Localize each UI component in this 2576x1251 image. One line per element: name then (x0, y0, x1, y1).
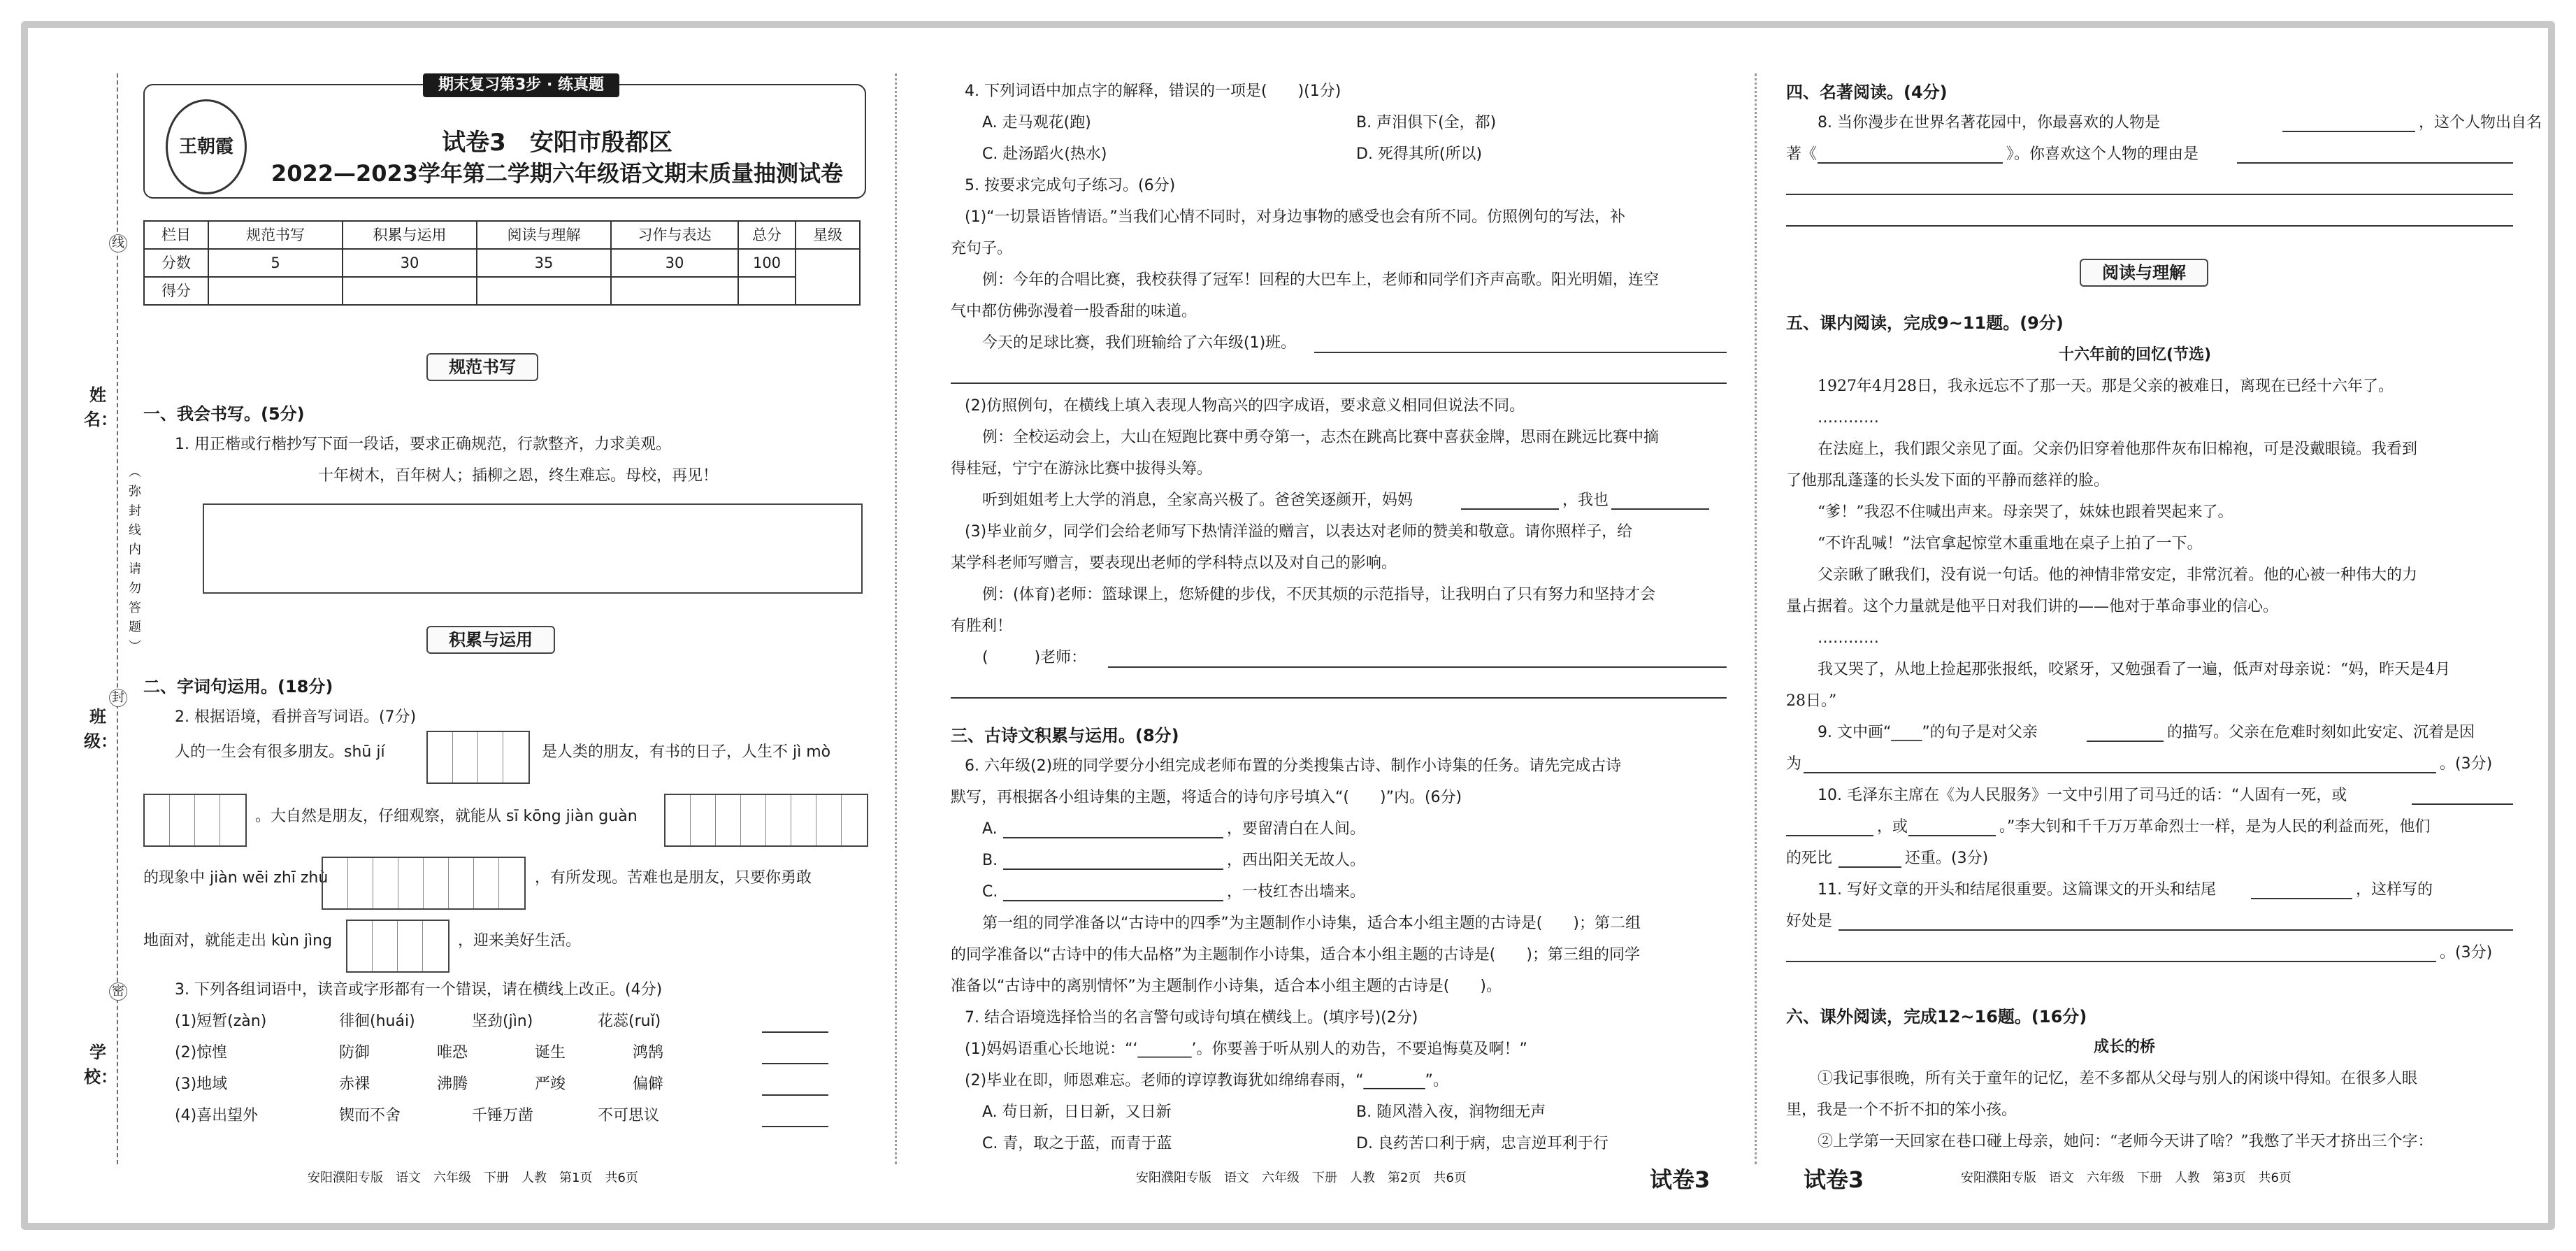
passage-line: ①我记事很晚，所有关于童年的记忆，差不多都从父母与别人的闲谈中得知。在很多人眼 (1818, 1070, 2418, 1087)
poem-label: B. (982, 852, 998, 869)
pinyin-text: 的现象中 jiàn wēi zhī zhù (143, 869, 329, 887)
answer-line[interactable] (1786, 225, 2513, 227)
answer-blank[interactable] (1003, 868, 1223, 870)
score-cell: 30 (611, 249, 738, 277)
row-item: (3)地域 (175, 1075, 228, 1093)
pinyin-text: ，迎来美好生活。 (458, 932, 582, 950)
row-item: 防御 (339, 1044, 370, 1061)
page-footer: 安阳濮阳专版 语文 六年级 下册 人教 第3页 共6页 (1961, 1171, 2291, 1185)
school-label: 学校： (84, 1043, 117, 1087)
question-text: 10. 毛泽东主席在《为人民服务》一文中引用了司马迁的话：“人固有一死，或 (1818, 787, 2347, 804)
passage-line: 我又哭了，从地上捡起那张报纸，咬紧牙，又勉强看了一遍，低声对母亲说：“妈，昨天是4月 (1818, 661, 2451, 678)
question-text: 的同学准备以“古诗中的伟大品格”为主题制作小诗集，适合本小组主题的古诗是( )；第三组的同学 (951, 946, 1640, 964)
writing-box[interactable] (203, 503, 863, 594)
option: D. 死得其所(所以) (1356, 145, 1483, 163)
example-text: 得桂冠，宁宁在游泳比赛中拔得头筹。 (951, 460, 1213, 478)
question-text: (2)仿照例句，在横线上填入表现人物高兴的四字成语，要求意义相同但说法不同。 (965, 397, 1525, 415)
question-text: 好处是 (1786, 913, 1833, 930)
row-item: 严竣 (535, 1075, 566, 1093)
name-label: 姓名： (84, 385, 117, 429)
review-banner: 期末复习第3步 · 练真题 (423, 73, 619, 97)
row-item: 不可思议 (598, 1107, 660, 1124)
question-text: 充句子。 (951, 240, 1013, 257)
passage-line: “不许乱喊！”法官拿起惊堂木重重地在桌子上拍了一下。 (1818, 535, 2203, 552)
question-text: 4. 下列词语中加点字的解释，错误的一项是( )(1分) (965, 83, 1341, 100)
answer-blank[interactable] (2412, 803, 2513, 805)
answer-blank[interactable] (2282, 131, 2415, 132)
score-header: 积累与运用 (343, 221, 477, 249)
option: D. 良药苦口利于病，忠言逆耳利于行 (1356, 1135, 1609, 1152)
question-text: 准备以“古诗中的离别情怀”为主题制作小诗集，适合本小组主题的古诗是( )。 (951, 978, 1502, 995)
answer-blank[interactable] (1003, 837, 1223, 838)
page-footer: 安阳濮阳专版 语文 六年级 下册 人教 第1页 共6页 (308, 1171, 638, 1185)
question-text: 5. 按要求完成句子练习。(6分) (965, 177, 1176, 194)
question-text: ，这个人物出自名 (2419, 114, 2542, 131)
question-text: 的死比 (1786, 850, 1833, 867)
passage-line: 1927年4月28日，我永远忘不了那一天。那是父亲的被难日，离现在已经十六年了。 (1818, 378, 2394, 395)
answer-blank[interactable] (1786, 835, 1873, 836)
got-cell[interactable] (477, 277, 611, 305)
question-text: 还重。(3分) (1905, 850, 1989, 867)
section-tag: 阅读与理解 (2080, 259, 2208, 287)
answer-blank[interactable] (1818, 162, 2003, 164)
page-footer: 安阳濮阳专版 语文 六年级 下册 人教 第2页 共6页 (1136, 1171, 1467, 1185)
class-label: 班级： (84, 707, 117, 751)
score-cell: 35 (477, 249, 611, 277)
question-text: 著《 (1786, 145, 1818, 163)
option: C. 赴汤蹈火(热水) (982, 145, 1107, 163)
logo: 王朝霞 (166, 99, 247, 194)
answer-blank[interactable] (2087, 741, 2164, 742)
section-heading: 六、课外阅读，完成12~16题。(16分) (1786, 1007, 2087, 1027)
answer-blank[interactable] (1003, 900, 1223, 901)
answer-line[interactable] (2237, 162, 2513, 164)
paper-subtitle: 2022—2023学年第二学期六年级语文期末质量抽测试卷 (271, 160, 844, 187)
answer-blank[interactable] (1461, 508, 1559, 510)
copy-quote: 十年树木，百年树人；插柳之恩，终生难忘。母校，再见！ (318, 467, 719, 485)
passage-line: “爹！”我忍不住喊出声来。母亲哭了，妹妹也跟着哭起来了。 (1818, 503, 2233, 521)
row-item: 赤裸 (339, 1075, 370, 1093)
passage-line: ②上学第一天回家在巷口碰上母亲，她问：“老师今天讲了啥？”我憋了半天才挤出三个字： (1818, 1133, 2433, 1150)
question-text: 9. 文中画“____”的句子是对父亲 (1818, 724, 2038, 741)
column-divider (1755, 73, 1757, 1164)
answer-blank[interactable] (1611, 508, 1709, 510)
passage-line: 了他那乱蓬蓬的长头发下面的平静而慈祥的脸。 (1786, 472, 2110, 489)
row-item: 锲而不舍 (339, 1107, 401, 1124)
poem-tail: ，西出阳关无故人。 (1227, 852, 1366, 869)
score-note: 。(3分) (2440, 755, 2493, 773)
row-item: 唯恐 (437, 1044, 468, 1061)
column-divider (895, 73, 897, 1164)
pinyin-text: 人的一生会有很多朋友。shū jí (175, 743, 385, 761)
answer-line[interactable] (1314, 352, 1727, 353)
option: C. 青，取之于蓝，而青于蓝 (982, 1135, 1172, 1152)
answer-line[interactable] (1839, 929, 2513, 931)
fill-prompt: ，我也 (1562, 492, 1609, 509)
question-text: 6. 六年级(2)班的同学要分小组完成老师布置的分类搜集古诗、制作小诗集的任务。请先完成古诗 (965, 757, 1622, 775)
got-cell[interactable] (738, 277, 796, 305)
row-item: 诞生 (535, 1044, 566, 1061)
answer-line[interactable] (1804, 772, 2436, 773)
fill-prompt: 今天的足球比赛，我们班输给了六年级(1)班。 (982, 334, 1297, 352)
question-text: (2)毕业在即，师恩难忘。老师的谆谆教诲犹如绵绵春雨，“________”。 (965, 1072, 1448, 1089)
seal-line-note: （ 弥 封 线 内 请 勿 答 题 ） (127, 465, 141, 654)
row-item: (4)喜出望外 (175, 1107, 259, 1124)
question-text: ，这样写的 (2356, 881, 2433, 899)
poem-tail: ，一枝红杏出墙来。 (1227, 883, 1366, 901)
section-heading: 五、课内阅读，完成9~11题。(9分) (1786, 313, 2064, 333)
answer-line[interactable] (1786, 194, 2513, 195)
question-text: 3. 下列各组词语中，读音或字形都有一个错误，请在横线上改正。(4分) (175, 981, 663, 999)
score-cell: 5 (208, 249, 343, 277)
fill-prompt: ( )老师： (982, 649, 1087, 666)
pinyin-text: 。大自然是朋友，仔细观察，就能从 sī kōng jiàn guàn (255, 808, 638, 825)
pinyin-grid[interactable] (664, 794, 868, 847)
passage-line: ………… (1818, 409, 1879, 427)
option: A. 苟日新，日日新，又日新 (982, 1103, 1172, 1121)
binding-gutter (84, 73, 141, 1164)
score-row-label: 分数 (144, 249, 208, 277)
score-header: 习作与表达 (611, 221, 738, 249)
question-text: 2. 根据语境，看拼音写词语。(7分) (175, 708, 417, 726)
example-text: 例：全校运动会上，大山在短跑比赛中勇夺第一，志杰在跳高比赛中喜获金牌，思雨在跳远比赛中摘 (982, 429, 1660, 446)
question-text: 1. 用正楷或行楷抄写下面一段话，要求正确规范，行款整齐，力求美观。 (175, 436, 671, 453)
question-text: 默写，再根据各小组诗集的主题，将适合的诗句序号填入“( )”内。(6分) (951, 789, 1462, 806)
score-header: 规范书写 (208, 221, 343, 249)
pinyin-text: 地面对，就能走出 kùn jìng (143, 932, 333, 950)
question-text: 的描写。父亲在危难时刻如此安定、沉着是因 (2167, 724, 2475, 741)
answer-blank[interactable] (762, 1126, 828, 1127)
section-heading: 三、古诗文积累与运用。(8分) (951, 726, 1179, 745)
section-heading: 四、名著阅读。(4分) (1786, 83, 1948, 102)
passage-line: 28日。” (1786, 692, 1837, 710)
paper-tag: 试卷3 (1650, 1166, 1711, 1193)
got-cell[interactable] (343, 277, 477, 305)
question-text: 某学科老师写赠言，要表现出老师的学科特点以及对自己的影响。 (951, 555, 1397, 572)
question-text: (1)“一切景语皆情语。”当我们心情不同时，对身边事物的感受也会有所不同。仿照例句的写法，补 (965, 208, 1625, 226)
option: A. 走马观花(跑) (982, 114, 1091, 131)
question-text: 第一组的同学准备以“古诗中的四季”为主题制作小诗集，适合本小组主题的古诗是( )；第二组 (982, 915, 1641, 932)
passage-line: 量占据着。这个力量就是他平日对我们讲的——他对于革命事业的信心。 (1786, 598, 2279, 615)
pinyin-grid[interactable] (346, 920, 449, 973)
question-text: 》。你喜欢这个人物的理由是 (2006, 145, 2199, 163)
row-item: 沸腾 (437, 1075, 468, 1093)
question-text: 为 (1786, 755, 1802, 773)
passage-line: 里，我是一个不折不扣的笨小孩。 (1786, 1101, 2017, 1119)
cut-mark: 线 (109, 234, 127, 252)
passage-title: 成长的桥 (2094, 1038, 2156, 1056)
question-heading: 一、我会书写。(5分) (143, 404, 305, 424)
row-item: 鸿鹄 (633, 1044, 664, 1061)
score-header: 栏目 (144, 221, 208, 249)
question-text: 11. 写好文章的开头和结尾很重要。这篇课文的开头和结尾 (1818, 881, 2216, 899)
fill-prompt: 听到姐姐考上大学的消息，全家高兴极了。爸爸笑逐颜开，妈妈 (982, 492, 1413, 509)
passage-line: 在法庭上，我们跟父亲见了面。父亲仍旧穿着他那件灰布旧棉袍，可是没戴眼镜。我看到 (1818, 441, 2418, 458)
score-cell: 30 (343, 249, 477, 277)
answer-blank[interactable] (762, 1094, 828, 1096)
poem-label: A. (982, 820, 998, 838)
passage-title: 十六年前的回忆(节选) (2059, 346, 2212, 364)
answer-line[interactable] (1108, 666, 1727, 668)
pinyin-grid[interactable] (322, 857, 526, 910)
answer-blank[interactable] (762, 1063, 828, 1064)
question-text: (1)妈妈语重心长地说：“‘_______’。你要善于听从别人的劝告，不要追悔莫及啊！” (965, 1041, 1527, 1058)
question-text: (3)毕业前夕，同学们会给老师写下热情洋溢的赠言，以表达对老师的赞美和敬意。请你照样子，给 (965, 523, 1633, 541)
option: B. 随风潜入夜，润物细无声 (1356, 1103, 1546, 1121)
example-text: 例：今年的合唱比赛，我校获得了冠军！回程的大巴车上，老师和同学们齐声高歌。阳光明媚，连空 (982, 271, 1660, 289)
example-text: 例：(体育)老师：篮球课上，您矫健的步伐，不厌其烦的示范指导，让我明白了只有努力和坚持才会 (982, 586, 1656, 603)
got-cell[interactable] (611, 277, 738, 305)
answer-line[interactable] (1786, 961, 2436, 962)
passage-line: 父亲瞅了瞅我们，没有说一句话。他的神情非常安定，非常沉着。他的心被一种伟大的力 (1818, 566, 2418, 584)
row-item: 坚劲(jìn) (472, 1013, 533, 1030)
example-text: 有胜利！ (951, 617, 1013, 635)
answer-blank[interactable] (2251, 898, 2352, 899)
example-text: 气中都仿佛弥漫着一股香甜的味道。 (951, 303, 1197, 320)
got-cell[interactable] (208, 277, 343, 305)
score-header: 星级 (796, 221, 860, 249)
row-item: 花蕊(ruǐ) (598, 1013, 661, 1030)
paper-title: 试卷3 安阳市殷都区 (442, 129, 672, 157)
answer-blank[interactable] (1839, 866, 1901, 868)
score-note: 。(3分) (2440, 944, 2493, 962)
question-text: 。”李大钊和千千万万革命烈士一样，是为人民的利益而死，他们 (1999, 818, 2431, 836)
poem-tail: ，要留清白在人间。 (1227, 820, 1366, 838)
cut-mark: 密 (109, 982, 127, 1001)
star-cell[interactable] (796, 249, 860, 305)
answer-blank[interactable] (762, 1031, 828, 1033)
score-cell: 100 (738, 249, 796, 277)
pinyin-grid[interactable] (143, 794, 247, 847)
question-text: 8. 当你漫步在世界名著花园中，你最喜欢的人物是 (1818, 114, 2160, 131)
poem-label: C. (982, 883, 998, 901)
row-item: 千锤万凿 (472, 1107, 534, 1124)
score-header: 总分 (738, 221, 796, 249)
answer-line[interactable] (951, 383, 1727, 384)
passage-line: ………… (1818, 629, 1879, 647)
score-table (143, 220, 861, 306)
answer-line[interactable] (951, 697, 1727, 699)
question-heading: 二、字词句运用。(18分) (143, 677, 333, 696)
row-item: 徘徊(huái) (339, 1013, 415, 1030)
pinyin-text: 是人类的朋友，有书的日子，人生不 jì mò (542, 743, 831, 761)
row-item: 偏僻 (633, 1075, 664, 1093)
pinyin-grid[interactable] (426, 731, 530, 784)
question-text: ，或 (1877, 818, 1908, 836)
header-box (143, 84, 866, 199)
row-item: (1)短暂(zàn) (175, 1013, 267, 1030)
cut-mark: 封 (109, 689, 127, 707)
answer-blank[interactable] (1908, 835, 1996, 836)
pinyin-text: ，有所发现。苦难也是朋友，只要你勇敢 (535, 869, 812, 887)
question-text: 7. 结合语境选择恰当的名言警句或诗句填在横线上。(填序号)(2分) (965, 1009, 1418, 1027)
score-header: 阅读与理解 (477, 221, 611, 249)
option: B. 声泪俱下(全，都) (1356, 114, 1497, 131)
paper-tag: 试卷3 (1804, 1166, 1864, 1193)
row-item: (2)惊惶 (175, 1044, 228, 1061)
section-tag: 积累与运用 (426, 626, 555, 654)
section-tag: 规范书写 (426, 353, 538, 381)
score-row-label: 得分 (144, 277, 208, 305)
